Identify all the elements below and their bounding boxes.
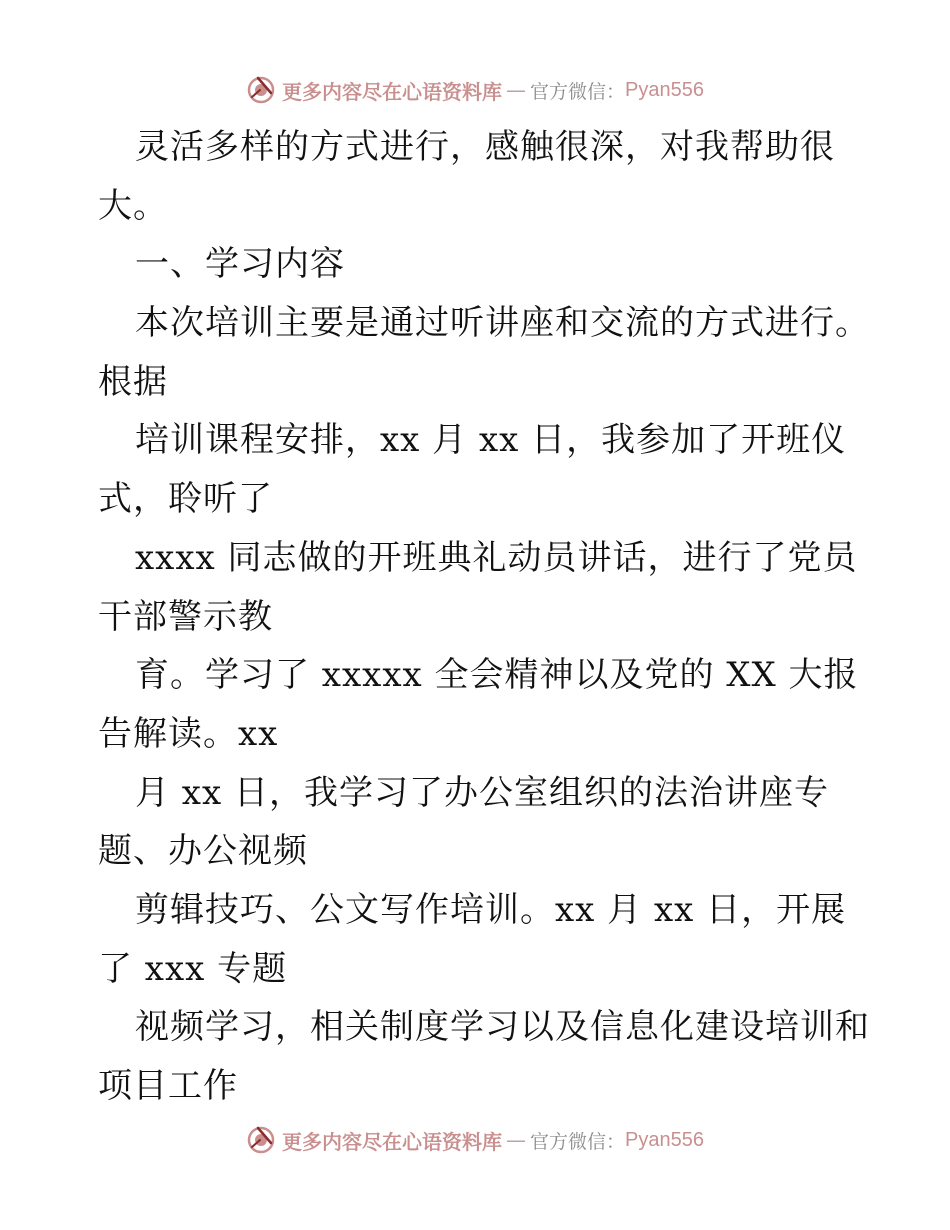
text-line: 大。: [98, 185, 168, 226]
text-line: 本次培训主要是通过听讲座和交流的方式进行。: [135, 303, 870, 344]
watermark-official-label: 官方微信：: [530, 1130, 626, 1153]
brand-logo-icon: [246, 1125, 276, 1155]
footer-watermark: [0, 1123, 950, 1157]
text-line: 月 xx 日，我学习了办公室组织的法治讲座专: [135, 772, 829, 813]
watermark-separator: —: [506, 1128, 526, 1152]
watermark-separator: —: [506, 78, 526, 102]
text-line: 干部警示教: [98, 596, 273, 637]
document-body: [98, 118, 878, 1116]
text-line: 告解读。xx: [98, 713, 279, 754]
watermark-wechat-id: Pyan556: [625, 78, 704, 101]
text-line: 式，聆听了: [98, 479, 273, 520]
brand-logo-icon: [246, 75, 276, 105]
text-line: 培训课程安排，xx 月 xx 日，我参加了开班仪: [135, 420, 847, 461]
text-line: 项目工作: [98, 1066, 238, 1106]
text-line: 剪辑技巧、公文写作培训。xx 月 xx 日，开展: [135, 889, 847, 930]
watermark-main-text: 更多内容尽在心语资料库: [282, 79, 502, 104]
text-line: 灵活多样的方式进行，感触很深，对我帮助很: [135, 127, 835, 167]
text-line: 根据: [98, 361, 168, 402]
header-watermark: [0, 73, 950, 107]
text-line: 题、办公视频: [98, 831, 308, 872]
text-line: 了 xxx 专题: [98, 948, 288, 989]
text-line: 视频学习，相关制度学习以及信息化建设培训和: [135, 1007, 870, 1048]
section-heading: 一、学习内容: [135, 244, 345, 285]
watermark-main-text: 更多内容尽在心语资料库: [282, 1129, 502, 1154]
text-line: 育。学习了 xxxxx 全会精神以及党的 XX 大报: [135, 655, 859, 696]
watermark-official-label: 官方微信：: [530, 80, 626, 103]
watermark-wechat-id: Pyan556: [625, 1128, 704, 1151]
text-line: xxxx 同志做的开班典礼动员讲话，进行了党员: [135, 537, 858, 578]
